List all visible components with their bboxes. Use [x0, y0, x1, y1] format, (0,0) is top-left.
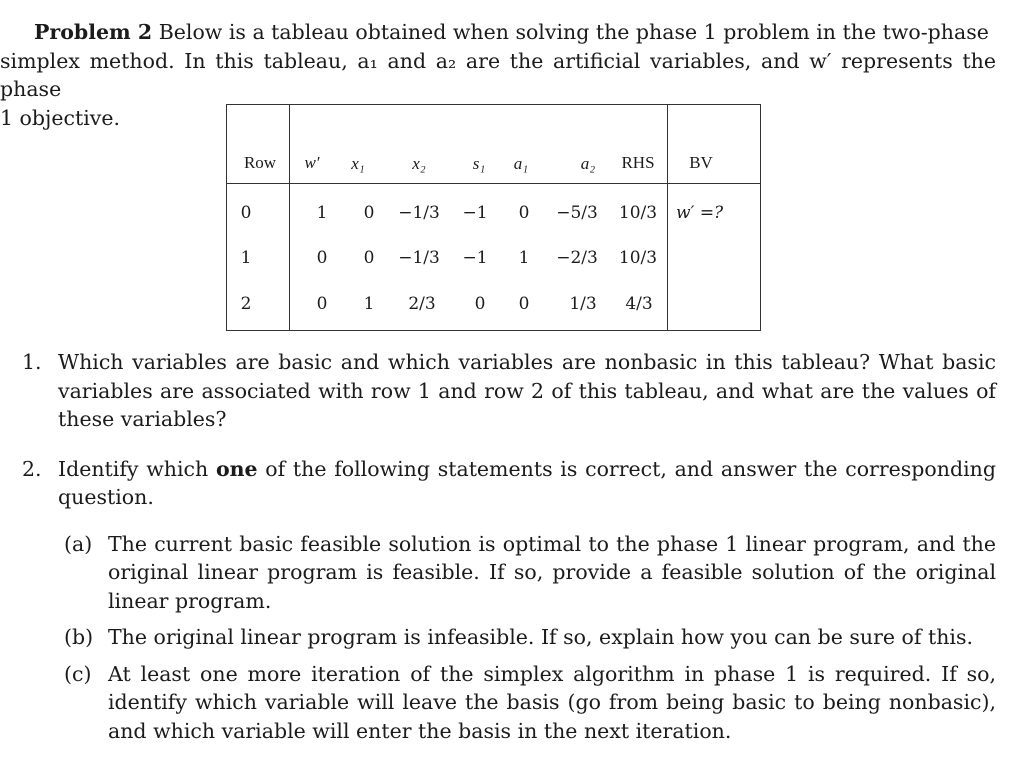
- row0-label: 0: [240, 203, 252, 223]
- option-c: [22, 660, 996, 746]
- question-2-text-after: of the following statements is correct, and answer the corresponding question.: [58, 456, 996, 509]
- header-x1: x₁: [351, 154, 365, 173]
- row2-a2: 1/3: [569, 294, 597, 314]
- row1-x1: 0: [363, 248, 375, 268]
- question-2-emphasis: one: [215, 456, 258, 481]
- row1-s1: −1: [462, 248, 488, 268]
- row1-a2: −2/3: [556, 248, 598, 268]
- option-b: [22, 623, 996, 652]
- question-2-number: 2.: [22, 456, 42, 481]
- tableau-divider-row: [289, 105, 290, 330]
- problem-heading: Problem 2: [34, 20, 153, 44]
- header-w: w′: [304, 153, 320, 172]
- row2-x2: 2/3: [408, 294, 436, 314]
- row0-x2: −1/3: [398, 203, 440, 223]
- row0-x1: 0: [363, 203, 375, 223]
- option-a: [22, 530, 996, 616]
- header-row: Row: [243, 153, 277, 172]
- question-2: [22, 455, 996, 512]
- question-list: [22, 348, 996, 753]
- tableau-divider-bv: [667, 105, 668, 330]
- row2-s1: 0: [474, 294, 486, 314]
- header-a1: a₁: [513, 154, 529, 173]
- intro-line-2: simplex method. In this tableau, a₁ and a₂ are the artificial variables, and w′ represents the phase: [0, 48, 996, 101]
- row0-rhs: 10/3: [618, 203, 658, 223]
- option-a-text: The current basic feasible solution is optimal to the phase 1 linear program, and the original linear program is feasible. If so, provide a feasible solution of the original linear program.: [108, 531, 996, 613]
- tableau-header-line: [227, 183, 760, 184]
- row2-x1: 1: [363, 294, 375, 314]
- option-a-label: (a): [64, 531, 93, 556]
- row0-w: 1: [316, 203, 328, 223]
- question-2-text-before: Identify which: [58, 456, 209, 481]
- option-c-text: At least one more iteration of the simplex algorithm in phase 1 is required. If so, identify which variable will leave the basis (go from being basic to being nonbasic), and which variable will enter the basis in the next iteration.: [108, 661, 996, 743]
- row1-label: 1: [240, 248, 252, 268]
- row0-a1: 0: [518, 203, 530, 223]
- row0-a2: −5/3: [556, 203, 598, 223]
- header-a2: a₂: [580, 154, 596, 173]
- header-rhs: RHS: [621, 153, 655, 172]
- row1-rhs: 10/3: [618, 248, 658, 268]
- row2-rhs: 4/3: [625, 294, 653, 314]
- row2-a1: 0: [518, 294, 530, 314]
- row2-w: 0: [316, 294, 328, 314]
- simplex-tableau: [226, 104, 761, 331]
- intro-line-3: 1 objective.: [0, 105, 121, 130]
- header-s1: s₁: [472, 154, 486, 173]
- header-bv: BV: [689, 153, 713, 172]
- question-1-number: 1.: [22, 350, 42, 374]
- intro-text-1: Below is a tableau obtained when solving the phase 1 problem in the two-phase: [158, 20, 989, 44]
- row0-bv: w′ =?: [676, 203, 724, 223]
- row1-w: 0: [316, 248, 328, 268]
- row1-a1: 1: [518, 248, 530, 268]
- option-b-text: The original linear program is infeasible. If so, explain how you can be sure of this.: [108, 625, 974, 649]
- intro-line-1: [0, 18, 996, 47]
- option-b-label: (b): [64, 625, 94, 649]
- question-1-text: Which variables are basic and which variables are nonbasic in this tableau? What basic variables are associated with row 1 and row 2 of this tableau, and what are the values of these variables?: [58, 350, 996, 431]
- option-c-label: (c): [64, 661, 92, 686]
- row2-label: 2: [240, 294, 252, 314]
- row1-x2: −1/3: [398, 248, 440, 268]
- row0-s1: −1: [462, 203, 488, 223]
- header-x2: x₂: [412, 154, 426, 173]
- question-1: [22, 348, 996, 434]
